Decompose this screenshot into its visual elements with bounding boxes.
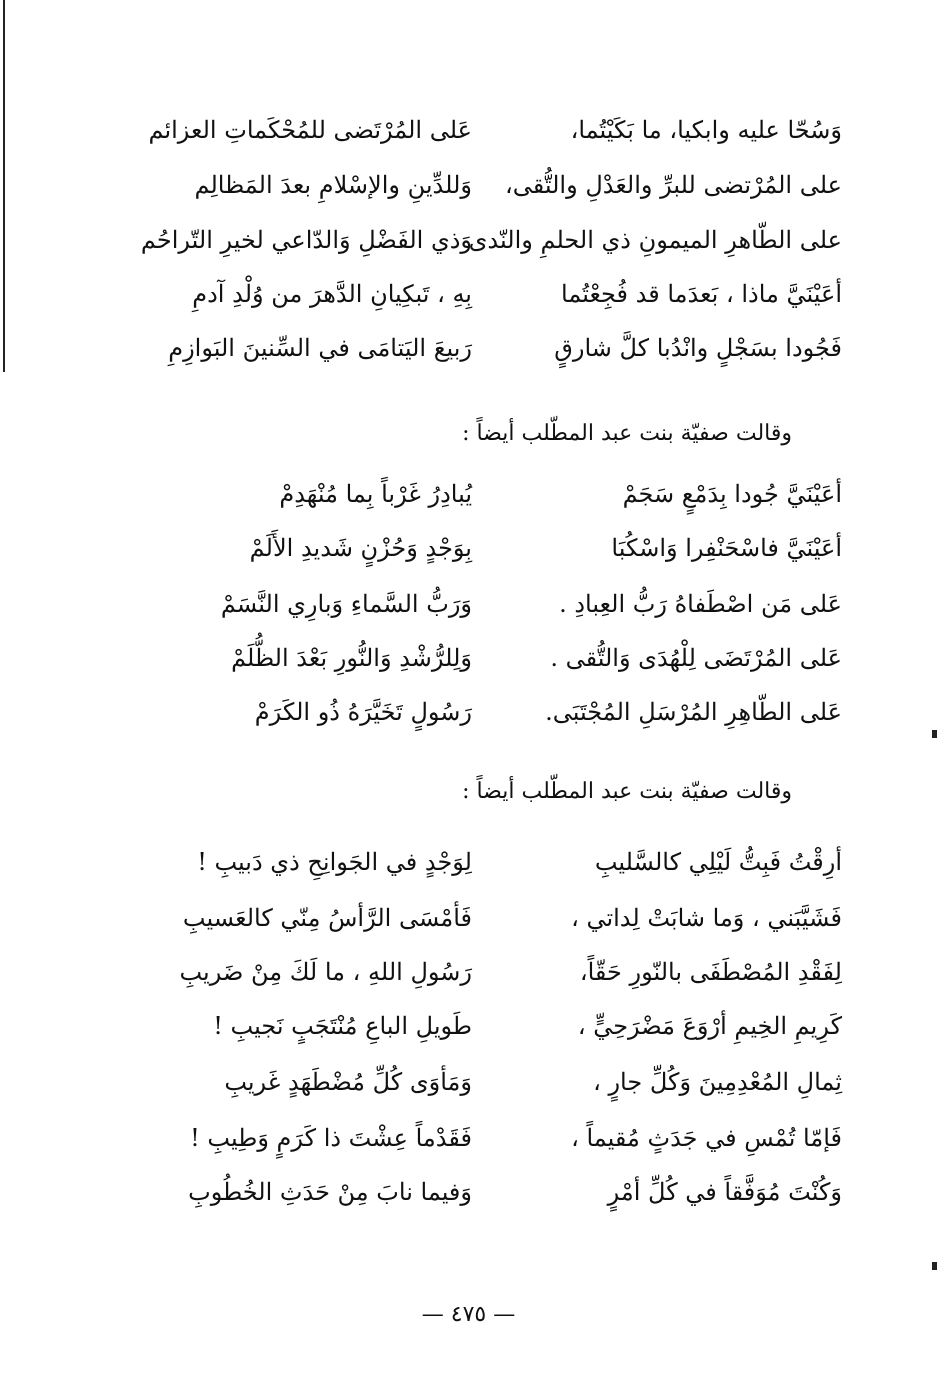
verse-first-hemistich: فَجُودا بسَجْلٍ وانْدُبا كلَّ شارقٍ xyxy=(554,334,842,362)
poem-3-heading: وقالت صفيّة بنت عبد المطّلب أيضاً : xyxy=(462,779,792,804)
verse-second-hemistich: وَللدِّينِ والإسْلامِ بعدَ المَظالِم xyxy=(194,171,472,199)
verse-second-hemistich: وَرَبُّ السَّماءِ وَبارِي النَّسَمْ xyxy=(220,590,472,618)
verse-row xyxy=(0,110,937,150)
verse-second-hemistich: عَلى المُرْتَضى للمُحْكَماتِ العزائم xyxy=(148,116,472,144)
verse-first-hemistich: عَلى المُرْتَضَى لِلْهُدَى وَالتُّقى . xyxy=(550,644,842,672)
verse-first-hemistich: على المُرْتضى للبرِّ والعَدْلِ والتُّقى، xyxy=(504,171,842,199)
verse-second-hemistich: رَسُولٍ تَخَيَّرَهُ ذُو الكَرَمْ xyxy=(254,698,472,726)
verse-row xyxy=(0,474,937,514)
verse-first-hemistich: وَكُنْتَ مُوَفَّقاً في كُلِّ أمْرٍ xyxy=(607,1178,842,1206)
verse-second-hemistich: فَأمْسَى الرَّأسُ مِنّي كالعَسيبِ xyxy=(182,904,472,932)
verse-first-hemistich: عَلى مَن اصْطَفاهُ رَبُّ العِبادِ . xyxy=(559,590,842,618)
verse-row xyxy=(0,1062,937,1102)
verse-second-hemistich: فَقَدْماً عِشْتَ ذا كَرَمٍ وَطِيبِ ! xyxy=(190,1124,472,1152)
verse-second-hemistich: يُبادِرُ غَرْباً بِما مُنْهَدِمْ xyxy=(279,480,472,508)
verse-first-hemistich: وَسُحّا عليه وابكيا، ما بَكَيْتُما، xyxy=(570,116,842,144)
verse-row xyxy=(0,165,937,205)
verse-first-hemistich: أعَيْنَيَّ فاسْحَنْفِرا وَاسْكُبَا xyxy=(611,534,842,562)
verse-first-hemistich: لِفَقْدِ المُصْطَفَى بالنّورِ حَقّاً، xyxy=(579,958,842,986)
verse-row xyxy=(0,1172,937,1212)
verse-second-hemistich: رَبيعَ اليَتامَى في السِّنينَ البَوازِمِ xyxy=(168,334,472,362)
verse-first-hemistich: عَلى الطّاهِرِ المُرْسَلِ المُجْتَبَى. xyxy=(545,698,842,726)
verse-row xyxy=(0,220,937,260)
verse-second-hemistich: لِوَجْدٍ في الجَوانِحِ ذي دَبيبِ ! xyxy=(197,848,472,876)
verse-first-hemistich: على الطّاهرِ الميمونِ ذي الحلمِ والنّدى xyxy=(468,226,842,254)
verse-second-hemistich: وَلِلرُّشْدِ وَالنُّورِ بَعْدَ الظُّلَمْ xyxy=(231,644,472,672)
verse-row xyxy=(0,328,937,368)
page-number: — ٤٧٥ — xyxy=(421,1302,516,1327)
verse-row xyxy=(0,1118,937,1158)
verse-row xyxy=(0,584,937,624)
scan-mark-2 xyxy=(932,1262,937,1270)
verse-second-hemistich: وَمَأوَى كُلِّ مُضْطَهَدٍ غَريبِ xyxy=(224,1068,472,1096)
verse-row xyxy=(0,692,937,732)
verse-row xyxy=(0,842,937,882)
verse-first-hemistich: أعَيْنَيَّ ماذا ، بَعدَما قد فُجِعْتُما xyxy=(561,280,842,308)
verse-second-hemistich: وَذي الفَضْلِ وَالدّاعي لخيرِ التّراحُم xyxy=(140,226,472,254)
verse-row xyxy=(0,274,937,314)
verse-second-hemistich: وَفيما نابَ مِنْ حَدَثِ الخُطُوبِ xyxy=(188,1178,472,1206)
verse-first-hemistich: أرِقْتُ فَبِتُّ لَيْلِي كالسَّليبِ xyxy=(594,848,842,876)
verse-first-hemistich: فَشَيَّبَني ، وَما شابَتْ لِداتي ، xyxy=(571,904,842,932)
verse-first-hemistich: أعَيْنَيَّ جُودا بِدَمْعٍ سَجَمْ xyxy=(622,480,842,508)
verse-second-hemistich: طَويلِ الباعِ مُنْتَجَبٍ نَجيبِ ! xyxy=(213,1012,472,1040)
poem-2-heading: وقالت صفيّة بنت عبد المطّلب أيضاً : xyxy=(462,421,792,446)
verse-row xyxy=(0,898,937,938)
verse-first-hemistich: كَرِيمِ الخِيمِ أرْوَعَ مَضْرَحِيٍّ ، xyxy=(577,1012,842,1040)
verse-second-hemistich: بِهِ ، تَبكِيانِ الدَّهرَ من وُلْدِ آدمِ xyxy=(192,280,472,308)
verse-row xyxy=(0,638,937,678)
verse-row xyxy=(0,528,937,568)
verse-first-hemistich: ثِمالِ المُعْدِمِينَ وَكُلِّ جارٍ ، xyxy=(593,1068,842,1096)
verse-row xyxy=(0,1006,937,1046)
verse-row xyxy=(0,952,937,992)
verse-second-hemistich: بِوَجْدٍ وَحُزْنٍ شَديدِ الأَلَمْ xyxy=(249,534,472,562)
verse-second-hemistich: رَسُولِ اللهِ ، ما لَكَ مِنْ ضَريبِ xyxy=(179,958,472,986)
verse-first-hemistich: فَإمّا تُمْسِ في جَدَثٍ مُقيماً ، xyxy=(571,1124,842,1152)
